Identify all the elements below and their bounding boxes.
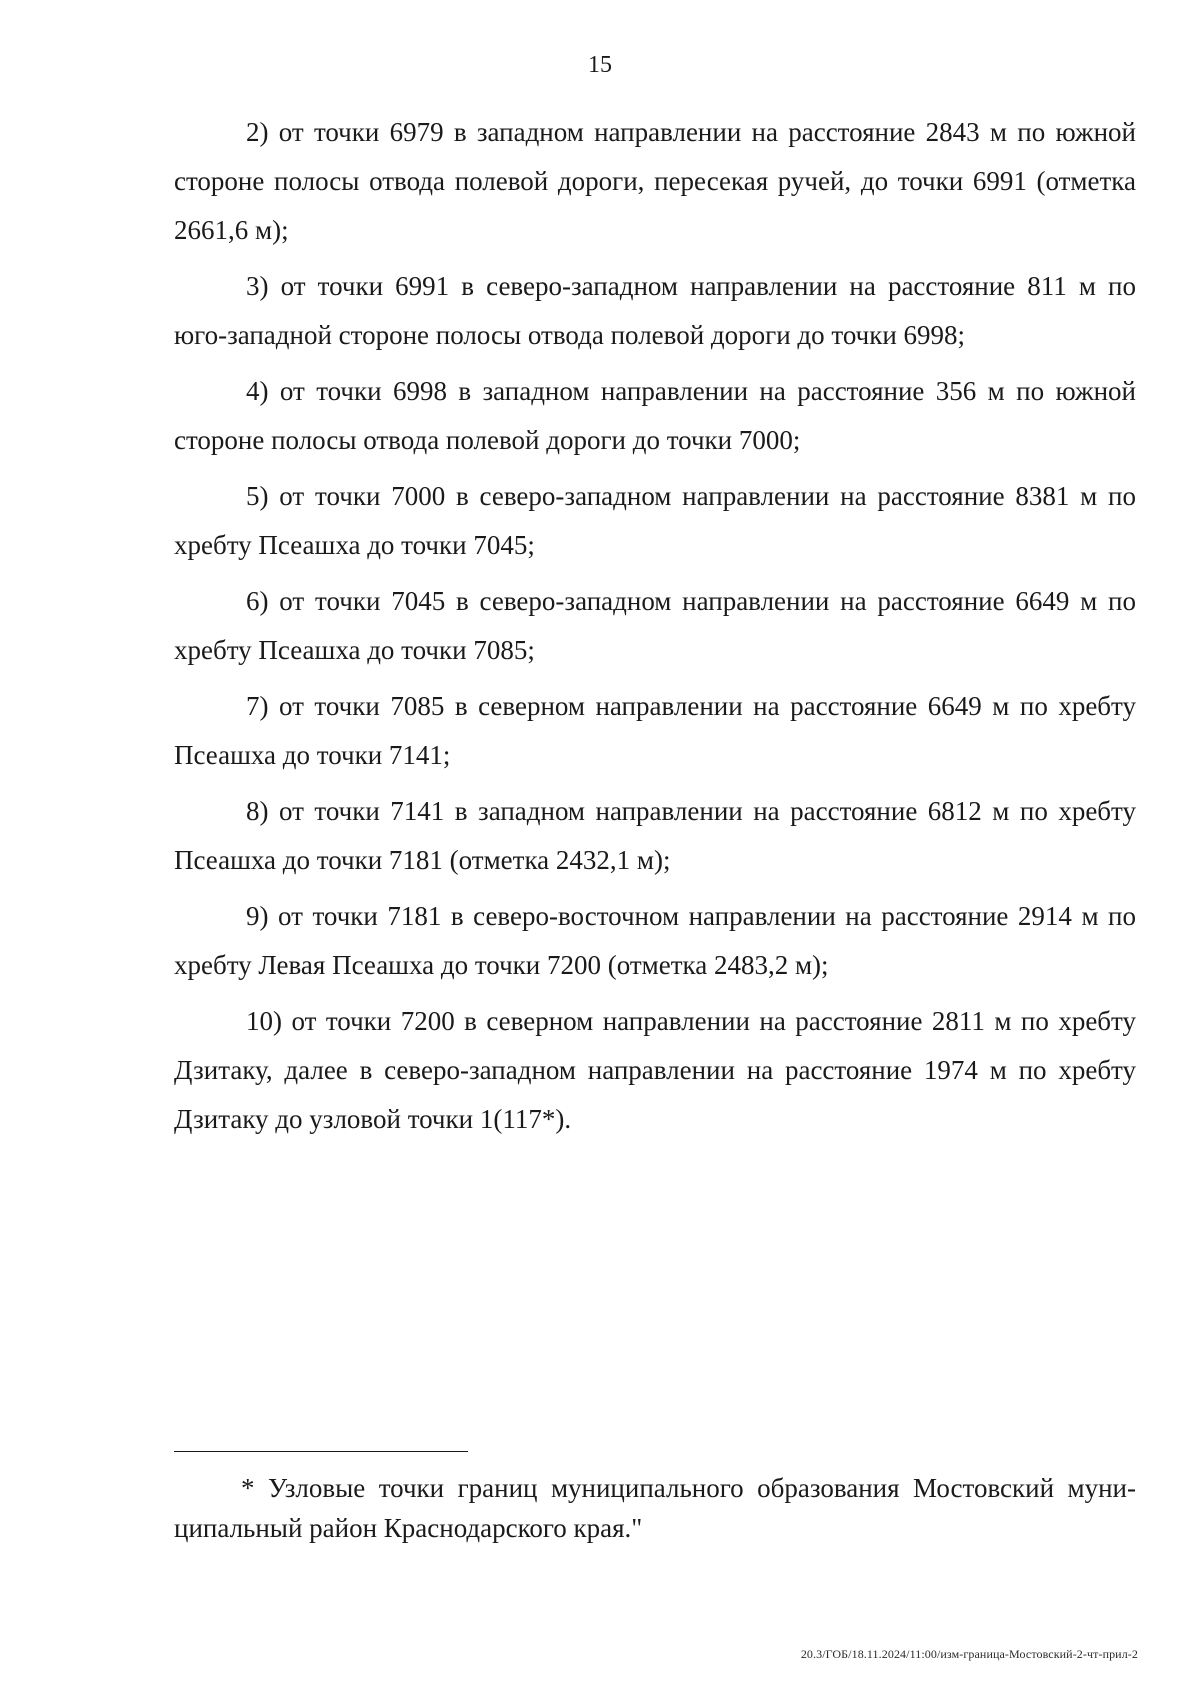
paragraph-item-6: 6) от точки 7045 в северо-западном направлении на расстояние 6649 м по хребту Псеашха до точки 7085; [174,586,1136,665]
page-number: 15 [588,52,612,78]
footnote-text: * Узловые точки границ муниципального образования Мостовский муниципальный район Краснодарского края." [174,1473,1136,1543]
body-text [174,108,1136,1151]
document-code: 20.3/ГОБ/18.11.2024/11:00/изм-граница-Мостовский-2-чт-прил-2 [800,1647,1138,1661]
footnote-divider [174,1451,468,1452]
paragraph-item-3: 3) от точки 6991 в северо-западном направлении на расстояние 811 м по юго-западной стороне полосы отвода полевой дороги до точки 6998; [174,271,1136,350]
paragraph-item-2: 2) от точки 6979 в западном направлении на расстояние 2843 м по южной стороне полосы отвода полевой дороги, пересекая ручей, до точки 6991 (отметка 2661,6 м); [174,117,1136,245]
paragraph-item-9: 9) от точки 7181 в северо-восточном направлении на расстояние 2914 м по хребту Левая Псеашха до точки 7200 (отметка 2483,2 м); [174,901,1136,980]
paragraph-item-4: 4) от точки 6998 в западном направлении на расстояние 356 м по южной стороне полосы отвода полевой дороги до точки 7000; [174,376,1136,455]
paragraph-item-7: 7) от точки 7085 в северном направлении на расстояние 6649 м по хребту Псеашха до точки 7141; [174,691,1136,770]
paragraph-item-10: 10) от точки 7200 в северном направлении на расстояние 2811 м по хребту Дзитаку, далее в северо-западном направлении на расстояние 1974 м по хребту Дзитаку до узловой точки 1(117*). [174,1006,1136,1134]
paragraph-item-5: 5) от точки 7000 в северо-западном направлении на расстояние 8381 м по хребту Псеашха до точки 7045; [174,481,1136,560]
paragraph-item-8: 8) от точки 7141 в западном направлении на расстояние 6812 м по хребту Псеашха до точки 7181 (отметка 2432,1 м); [174,796,1136,875]
